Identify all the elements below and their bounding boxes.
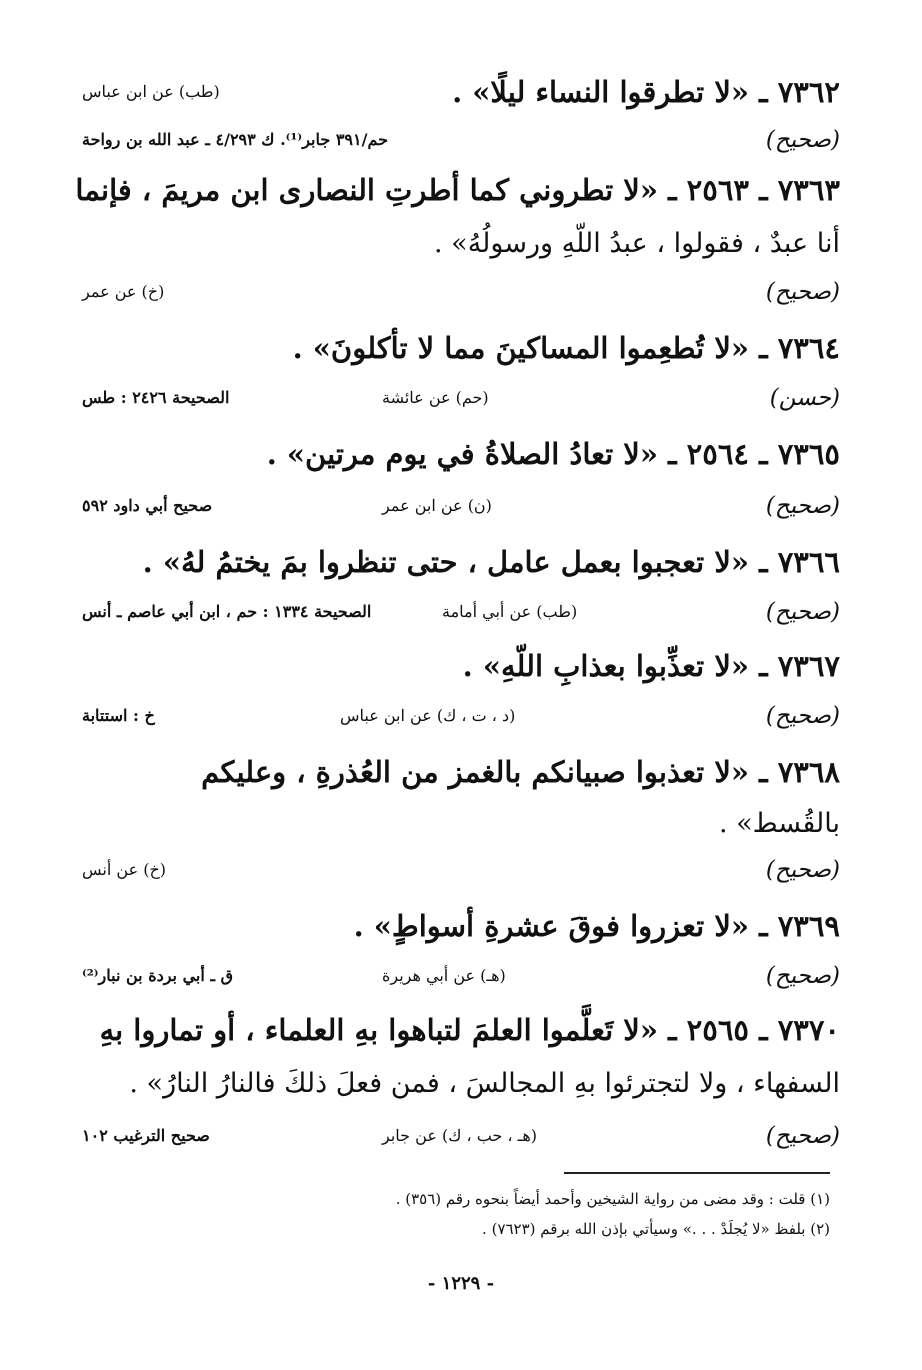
footnote-divider	[564, 1172, 830, 1174]
hadith-refs: الصحيحة ١٣٣٤ : حم ، ابن أبي عاصم ـ أنس	[82, 602, 372, 621]
grade-label: (صحيح)	[765, 703, 840, 729]
hadith-refs: صحيح أبي داود ٥٩٢	[82, 496, 213, 515]
footnote-1: (١) قلت : وقد مضى من رواية الشيخين وأحمد أيضاً بنحوه رقم (٣٥٦) .	[395, 1190, 830, 1208]
grade-label: (صحيح)	[765, 127, 840, 153]
hadith-7370-line-2	[60, 1062, 840, 1110]
page-number: - ١٢٢٩ -	[427, 1273, 495, 1294]
hadith-text: بالقُسط» .	[718, 808, 840, 839]
hadith-7368-line-2	[60, 802, 840, 850]
hadith-source: (خ) عن أنس	[82, 860, 167, 879]
hadith-text: ٧٣٦٥ ـ ٢٥٦٤ ـ «لا تعادُ الصلاةُ في يوم مرتين» .	[266, 437, 840, 471]
hadith-7369-grade-line	[60, 956, 840, 1004]
hadith-7362-grade-line	[60, 120, 840, 168]
hadith-7367-grade-line	[60, 696, 840, 744]
grade-label: (صحيح)	[765, 963, 840, 989]
hadith-7364-grade-line	[60, 378, 840, 426]
hadith-7364-line-1	[60, 326, 840, 374]
hadith-7370-line-1	[60, 1008, 840, 1056]
hadith-7368-line-1	[60, 750, 840, 798]
hadith-7369-line-1	[60, 904, 840, 952]
hadith-source: (حم) عن عائشة	[382, 388, 489, 407]
hadith-7366-line-1	[60, 540, 840, 588]
hadith-7363-grade-line	[60, 272, 840, 320]
grade-label: (صحيح)	[765, 493, 840, 519]
hadith-7362-line-1	[60, 70, 840, 118]
hadith-source: (طب) عن أبي أمامة	[442, 602, 578, 621]
hadith-refs: الصحيحة ٢٤٢٦ : طس	[82, 388, 230, 407]
hadith-text: ٧٣٦٨ ـ «لا تعذبوا صبيانكم بالغمز من العُذرةِ ، وعليكم	[201, 755, 840, 789]
hadith-7366-grade-line	[60, 592, 840, 640]
hadith-7368-grade-line	[60, 850, 840, 898]
grade-label: (صحيح)	[765, 599, 840, 625]
hadith-7363-line-1	[60, 168, 840, 216]
hadith-text: ٧٣٦٢ ـ «لا تطرقوا النساء ليلًا» .	[452, 75, 840, 109]
hadith-text: ٧٣٦٦ ـ «لا تعجبوا بعمل عامل ، حتى تنظروا بمَ يختمُ لهُ» .	[142, 545, 840, 579]
hadith-refs: حم/٣٩١ جابر⁽¹⁾. ك ٤/٢٩٣ ـ عبد الله بن رواحة	[82, 130, 388, 149]
hadith-7365-grade-line	[60, 486, 840, 534]
hadith-source: (هـ) عن أبي هريرة	[382, 966, 506, 985]
hadith-7363-line-2	[60, 222, 840, 270]
hadith-text: السفهاء ، ولا لتجترئوا بهِ المجالسَ ، فمن فعلَ ذلكَ فالنارُ النارُ» .	[129, 1068, 840, 1099]
grade-label: (حسن)	[769, 385, 840, 411]
grade-label: (صحيح)	[765, 279, 840, 305]
hadith-text: ٧٣٦٣ ـ ٢٥٦٣ ـ «لا تطروني كما أطرتِ النصارى ابن مريمَ ، فإنما	[75, 173, 840, 207]
hadith-source: (د ، ت ، ك) عن ابن عباس	[340, 706, 516, 725]
hadith-text: أنا عبدٌ ، فقولوا ، عبدُ اللّهِ ورسولُهُ» .	[434, 228, 840, 259]
hadith-source: (ن) عن ابن عمر	[382, 496, 492, 515]
hadith-source: (هـ ، حب ، ك) عن جابر	[382, 1126, 538, 1145]
hadith-7370-grade-line	[60, 1116, 840, 1164]
hadith-7367-line-1	[60, 644, 840, 692]
hadith-text: ٧٣٧٠ ـ ٢٥٦٥ ـ «لا تَعلَّموا العلمَ لتباهوا بهِ العلماء ، أو تماروا بهِ	[99, 1013, 840, 1047]
grade-label: (صحيح)	[765, 1123, 840, 1149]
hadith-7365-line-1	[60, 432, 840, 480]
hadith-text: ٧٣٦٧ ـ «لا تعذِّبوا بعذابِ اللّهِ» .	[462, 649, 840, 683]
footnote-2: (٢) بلفظ «لا يُجلَدْ . . .» وسيأتي بإذن الله برقم (٧٦٢٣) .	[482, 1220, 830, 1238]
hadith-refs: ق ـ أبي بردة بن نبار⁽²⁾	[82, 966, 234, 985]
hadith-text: ٧٣٦٤ ـ «لا تُطعِموا المساكينَ مما لا تأكلونَ» .	[292, 331, 840, 365]
hadith-source: (خ) عن عمر	[82, 282, 165, 301]
hadith-refs: صحيح الترغيب ١٠٢	[82, 1126, 210, 1145]
grade-label: (صحيح)	[765, 857, 840, 883]
hadith-refs: خ : استتابة	[82, 706, 155, 725]
hadith-source: (طب) عن ابن عباس	[82, 82, 220, 101]
hadith-text: ٧٣٦٩ ـ «لا تعزروا فوقَ عشرةِ أسواطٍ» .	[353, 909, 840, 943]
